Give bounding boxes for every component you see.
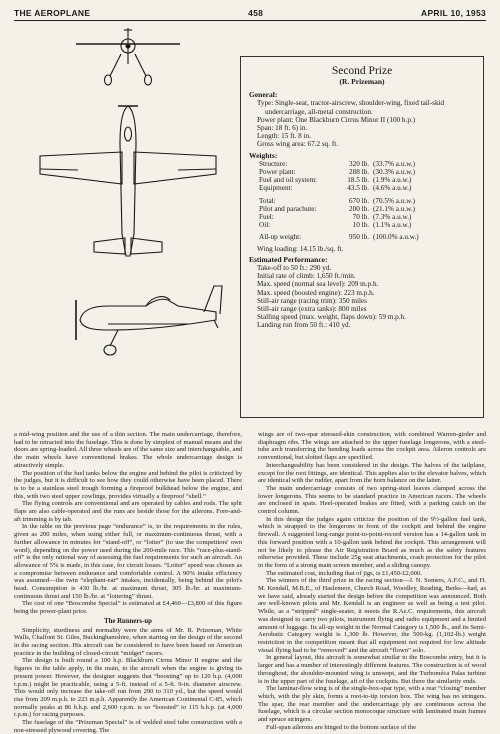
paragraph: The design is built round a 100 h.p. Blackburn Cirrus Minor II engine and the figures in the table apply, in the main, to the aircraft when the engine is giving its present power. However, the designer suggests that “boosting” up to 120 h.p. (4,000 r.p.m.) might be practicable, using a 5-ft. instead of a 5-ft. 9-in. diameter airscrew. This would only increase the take-off run from 290 to 310 yd., but the speed would rise from 209 m.p.h. to 223 m.p.h. Apparently the American Continental C-85, which normally peaks at 86 b.h.p. and 2,600 r.p.m. is so “boosted” to 115 b.h.p. (at 4,000 r.p.m.) for racing purposes. <box>14 657 242 719</box>
weight-row: Structure: 320 lb. (33.7% a.u.w.) <box>259 159 416 168</box>
weights-table-c <box>257 233 437 241</box>
perf-item: Still-air range (extra tanks): 800 miles <box>257 305 367 314</box>
page-header <box>14 6 486 20</box>
paragraph: Interchangeability has been considered in the design. The halves of the tailplane, except for the root fittings, are identical. This applies also to the elevator halves, which are identical with the rudder, apart from the horn balance on the latter. <box>258 461 486 485</box>
weights-heading: Weights: <box>249 150 278 160</box>
general-power-plant: Power plant: One Blackburn Cirrus Minor II (100 h.p.) <box>257 115 416 124</box>
weight-row: Pilot and parachute: 200 lb. (21.1% a.u.w.) <box>259 204 416 213</box>
performance-list <box>249 264 475 330</box>
weight-row: Total: 670 lb. (70.5% a.u.w.) <box>259 196 416 205</box>
perf-item: Stalling speed (max. weight, flaps down): 59 m.p.h. <box>257 313 406 322</box>
paragraph: Full-span ailerons are hinged to the bottom surface of the <box>266 723 416 731</box>
paragraph: a mid-wing position and the use of a thin section. The main undercarriage, therefore, had to be retracted into the fuselage. This is done by simplest of manual means and the doors are spring-loaded. All three wheels are of the same size and interchangeable, and the main wheels have conventional brakes. The whole undercarriage design is attractively simple. <box>14 431 242 469</box>
side-view <box>76 286 222 355</box>
general-type: Type: Single-seat, tractor-airscrew, shoulder-wing, fixed tail-skid undercarriage, all-metal construction. <box>257 99 445 116</box>
article-column-left <box>14 431 242 734</box>
weight-row: Fuel: 70 lb. (7.3% a.u.w.) <box>259 213 412 222</box>
paragraph: The position of the fuel tanks below the engine and behind the pilot is criticized by the judges, but it is difficult to see how they could otherwise have been placed. There is to be a stainless steel trough forming a fireproof bulkhead below the engine, and this, with two steel upper cowlings, provides virtually a fireproof “shell.” <box>14 469 242 500</box>
specification-box <box>240 56 484 418</box>
paragraph: The estimated cost, including that of jigs, is £1,450-£2,000. <box>266 569 422 577</box>
paragraph: In the table on the previous page “endurance” is, to the requirements in the rules, given as 200 miles, when using either full, or maximum-continuous thrust, with a further allowance in minutes for “stand-off”, or “loiter” (to use the competitors' own word), depending on the power used during the 200-mile race. This “race-plus-stand-off” is the only rational way of assessing the fuel requirements for such an aircraft. An allowance of 5% is made, in this case, for circuit losses. “Loiter” speed was chosen as a compromise between endurance and comfortable control. A 90% intake efficiency was assumed—the twin “elephant-ear” intakes, incidentally, being behind the pilot's head. Consumption is 430 lb./hr. at maximum thrust, 305 lb./hr. at maximum-continuous thrust and 150 lb./hr. at “loitering” thrust. <box>14 523 242 600</box>
weights-table-a <box>257 160 437 193</box>
performance-heading: Estimated Performance: <box>249 254 328 264</box>
spec-designer: (R. Prizeman) <box>339 77 385 86</box>
paragraph: The flying controls are conventional and are operated by cables and rods. The split flaps are also cable-operated and the runs are beside those for the ailerons. Fore-and-aft trimming is by tab. <box>14 500 242 523</box>
section-subhead: The Runners-up <box>104 617 152 625</box>
perf-item: Still-air range (racing trim): 350 miles <box>257 296 367 305</box>
paragraph: wings are of two-spar stressed-skin construction, with combined Warren-girder and diaphragm ribs. The wings are attached to the upper fuselage longerons, with a steel-tube arch transferring the bending loads across the cockpit area. Aileron controls are conventional, but slotted flaps are specified. <box>258 431 486 462</box>
weight-row: Oil: 10 lb. (1.1% a.u.w.) <box>259 221 412 230</box>
weight-row: Equipment: 43.5 lb. (4.6% a.u.w.) <box>259 184 412 193</box>
perf-item: Max. speed (boosted engine): 223 m.p.h. <box>257 288 375 297</box>
paragraph: The main undercarriage consists of two spring-steel leaves clamped across the lower longerons. This seems to be standard practice in American racers. The wheels are enclosed in spats. Heel-operated brakes are fitted, with a parking catch on the control column. <box>258 484 486 516</box>
wing-loading: Wing loading: 14.15 lb./sq. ft. <box>257 244 344 253</box>
paragraph: In general layout, this aircraft is somewhat similar to the Boscombe entry, but it is larger and has a number of interestingly different features. The construction is of wood throughout, the shoulder-mounted wing is unswept, and the Turboméca Palas turbine is in the upper part of the fuselage, aft of the cockpits. But there the similarity ends. <box>258 654 486 685</box>
general-heading: General: <box>249 90 278 100</box>
general-length: Length: 15 ft. 8 in. <box>257 132 311 141</box>
weight-row: Fuel and oil system: 18.5 lb. (1.9% a.u.w.) <box>259 176 412 185</box>
general-span: Span: 18 ft. 6) in. <box>257 124 308 133</box>
perf-item: Max. speed (normal sea level): 209 m.p.h. <box>257 280 379 289</box>
perf-item: Landing run from 50 ft.: 410 yd. <box>257 321 351 330</box>
weight-row: Power plant: 288 lb. (30.3% a.u.w.) <box>259 168 416 177</box>
article-column-right <box>258 431 486 731</box>
paragraph: The winners of the third prize in the racing section—J. N. Somers, A.F.C., and H. M. Kendall, M.B.E., of Haslemere, Church Road, Woodley, Reading, Berks—had, as we have said, already started the design before the competition was announced. Both are well-known pilots and Mr. Kendall is an engineer as well as being a test pilot. While, as a “stripped” single-seater, it meets the R.Ae.C. requirements, this aircraft was designed to carry two pilots, instrument flying and radio equipment and a limited amount of luggage. Its all-up weight in the Normal Category is 1,500 lb., and its Semi-Aerobatic Category weight is 1,300 lb. However, the 500-kg. (1,102-lb.) weight restriction in the competition meant that all equipment not required for low altitude visual flying had to be “removed” and the aircraft “flown” solo. <box>258 577 486 654</box>
paragraph: Simplicity, sturdiness and normality were the aims of Mr. R. Prizeman, White Walls, Chalfont St. Giles, Buckinghamshire, when starting on the design of the second in the racing section. His aircraft can be considered to have been based on American practice in the building of closed-circuit “midget” racers. <box>14 626 242 657</box>
general-wing-area: Gross wing area: 67.2 sq. ft. <box>257 140 339 149</box>
publication-name: THE AEROPLANE <box>14 8 91 18</box>
general-list <box>249 99 475 148</box>
paragraph: The cost of one “Boscombe Special” is estimated at £4,460—£3,800 of this figure being the power-plant price. <box>14 600 242 616</box>
page-number: 458 <box>248 8 264 18</box>
aircraft-three-view-drawing <box>28 24 228 424</box>
perf-item: Take-off to 50 ft.: 290 yd. <box>257 264 332 273</box>
header-rule <box>14 20 486 21</box>
plan-view <box>40 106 216 256</box>
paragraph: The fuselage of the “Prizeman Special” is of welded steel tube construction with a non-stressed plywood covering. The <box>14 719 242 734</box>
weight-row: All-up weight: 950 lb. (100.0% a.u.w.) <box>259 233 419 242</box>
perf-item: Initial rate of climb: 1,650 ft./min. <box>257 272 356 281</box>
paragraph: In this design the judges again criticize the position of the 9½-gallon fuel tank, which is strapped to the longerons in front of the cockpit and behind the engine firewall. A suggested long-range point-to-point-record version has a 14-gallon tank in this forward position with a 10-gallon tank behind the cockpit. This arrangement will not be likely to please the Air Registration Board as much as the safety features otherwise provided. These include 25g seat attachments, crash protection for the pilot in the form of a strong main screen member, and a sliding canopy. <box>258 515 486 569</box>
paragraph: The laminar-flow wing is of the single-box-spar type, with a rear “closing” member which, with the ply skin, forms a root-to-tip torsion box. The wing has no stringers. The spar, the rear member and the undercarriage ply are continuous across the fuselage, which is a circular section monocoque structure with laminated main frames and spruce stringers. <box>258 685 486 724</box>
front-view <box>76 28 180 85</box>
spec-title: Second Prize <box>331 65 393 77</box>
weights-table-b <box>257 197 437 230</box>
issue-date: APRIL 10, 1953 <box>421 8 486 18</box>
